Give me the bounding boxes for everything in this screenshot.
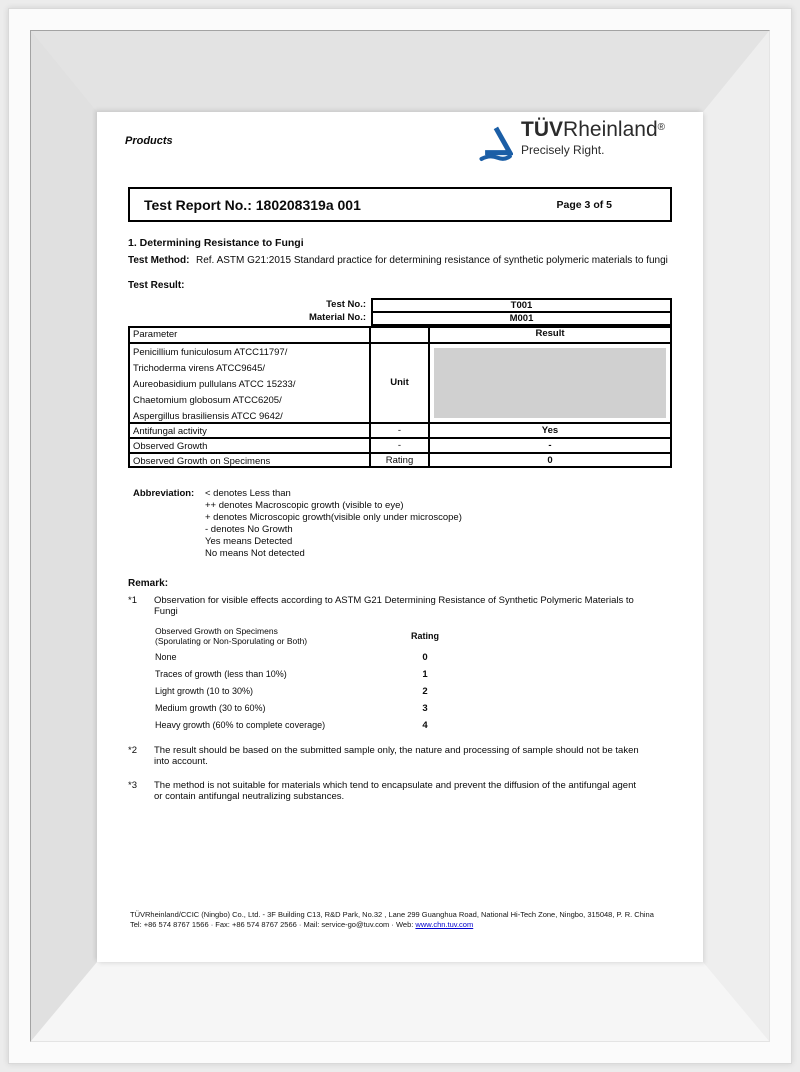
table-header-row <box>130 328 670 342</box>
abbreviation-items <box>205 488 462 560</box>
rating-row: Light growth (10 to 30%) 2 <box>155 685 428 697</box>
rating-table-header <box>155 626 455 646</box>
result-header: Result <box>535 327 565 339</box>
test-method-label: Test Method: <box>128 255 190 266</box>
registered-mark: ® <box>657 122 665 133</box>
test-method-text: Ref. ASTM G21:2015 Standard practice for determining resistance of synthetic polymeric materials to fungi <box>196 255 668 266</box>
result-cell <box>430 344 670 422</box>
remark-text: The method is not suitable for materials which tend to encapsulate and prevent the diffusion of the antifungal agent or contain antifungal neutralizing substances. <box>154 779 636 802</box>
abbreviation-item: + denotes Microscopic growth(visible only under microscope) <box>205 511 462 523</box>
table-row <box>130 422 670 437</box>
products-label: Products <box>125 135 173 147</box>
abbreviation-label: Abbreviation: <box>133 487 195 499</box>
abbreviation-item: - denotes No Growth <box>205 523 293 535</box>
param-unit: Rating <box>371 454 430 466</box>
rating-col2-header: Rating <box>411 630 439 641</box>
remark-marker: *1 <box>128 594 137 606</box>
tuv-rheinland-logo <box>477 118 665 168</box>
abbreviation-item: ++ denotes Macroscopic growth (visible to eye) <box>205 499 404 511</box>
page-indicator: Page 3 of 5 <box>556 198 612 211</box>
rating-row: Heavy growth (60% to complete coverage) 4 <box>155 719 428 731</box>
abbreviation-item: Yes means Detected <box>205 535 293 547</box>
table-row <box>130 452 670 466</box>
section-determining-resistance <box>128 237 672 291</box>
footer-contact: Tel: +86 574 8767 1566 · Fax: +86 574 8767 2566 · Mail: service-go@tuv.com · Web: <box>130 919 416 929</box>
organism-name: Penicillium funiculosum ATCC11797/ <box>133 346 288 358</box>
redacted-result-box <box>434 348 666 418</box>
remark-marker: *2 <box>128 744 137 756</box>
document-footer <box>130 910 678 929</box>
test-result-label: Test Result: <box>128 279 185 291</box>
param-name: Antifungal activity <box>130 424 371 437</box>
param-unit: - <box>371 424 430 437</box>
brand-name: TÜVRheinland® <box>521 118 665 141</box>
document-header <box>97 112 703 187</box>
parameter-header: Parameter <box>130 328 371 342</box>
material-no-label: Material No.: <box>308 311 366 323</box>
logo-text <box>521 118 665 157</box>
param-result: Yes <box>541 424 559 436</box>
tuv-triangle-icon <box>477 122 513 168</box>
test-no-label: Test No.: <box>326 298 366 310</box>
organism-name: Aureobasidium pullulans ATCC 15233/ <box>133 378 296 390</box>
rating-table <box>155 626 455 731</box>
organism-name: Chaetomium globosum ATCC6205/ <box>133 394 282 406</box>
remark-text: The result should be based on the submitted sample only, the nature and processing of sample should not be taken into account. <box>154 744 639 767</box>
material-no-value: M001 <box>371 311 672 326</box>
report-number: Test Report No.: 180208319a 001 <box>144 196 361 213</box>
abbreviation-item: < denotes Less than <box>205 487 291 499</box>
organisms-list <box>130 344 371 422</box>
organisms-row <box>130 342 670 422</box>
remark-item-3 <box>128 780 672 803</box>
parameter-table <box>128 326 672 468</box>
material-no-row <box>128 311 672 326</box>
remark-block <box>128 578 672 803</box>
brand-tagline: Precisely Right. <box>521 143 605 157</box>
result-table <box>128 298 672 468</box>
param-name: Observed Growth on Specimens <box>130 454 371 466</box>
rating-col1-header: Observed Growth on Specimens (Sporulating or Non-Sporulating or Both) <box>155 625 308 646</box>
footer-web-link[interactable]: www.chn.tuv.com <box>415 919 474 929</box>
param-result: - <box>548 439 552 451</box>
organism-name: Aspergillus brasiliensis ATCC 9642/ <box>133 410 283 422</box>
test-no-value: T001 <box>371 298 672 313</box>
abbreviation-block <box>133 488 672 560</box>
section-heading: 1. Determining Resistance to Fungi <box>128 237 304 249</box>
remark-text: Observation for visible effects according to ASTM G21 Determining Resistance of Synthetic Polymeric Materials to Fungi <box>154 594 634 617</box>
organism-name: Trichoderma virens ATCC9645/ <box>133 362 265 374</box>
param-unit: - <box>371 439 430 452</box>
footer-address: TÜVRheinland/CCIC (Ningbo) Co., Ltd. - 3F Building C13, R&D Park, No.32 , Lane 299 Guanghua Road, National Hi-Tech Zone, Ningbo, 315048, P. R. China <box>130 910 654 919</box>
abbreviation-item: No means Not detected <box>205 547 305 559</box>
rating-row: None 0 <box>155 651 428 663</box>
report-number-bar <box>128 187 672 222</box>
remark-marker: *3 <box>128 779 137 791</box>
remark-label: Remark: <box>128 577 169 589</box>
unit-header-cell <box>371 328 430 342</box>
remark-item-1 <box>128 595 672 618</box>
param-result: 0 <box>547 454 553 466</box>
unit-label: Unit <box>371 344 430 422</box>
rating-row: Traces of growth (less than 10%) 1 <box>155 668 428 680</box>
param-name: Observed Growth <box>130 439 371 452</box>
footer-contact-line <box>130 920 678 930</box>
remark-item-2 <box>128 745 672 768</box>
test-method-row <box>128 255 672 267</box>
test-report-page <box>97 112 703 962</box>
rating-row: Medium growth (30 to 60%) 3 <box>155 702 428 714</box>
table-row <box>130 437 670 452</box>
